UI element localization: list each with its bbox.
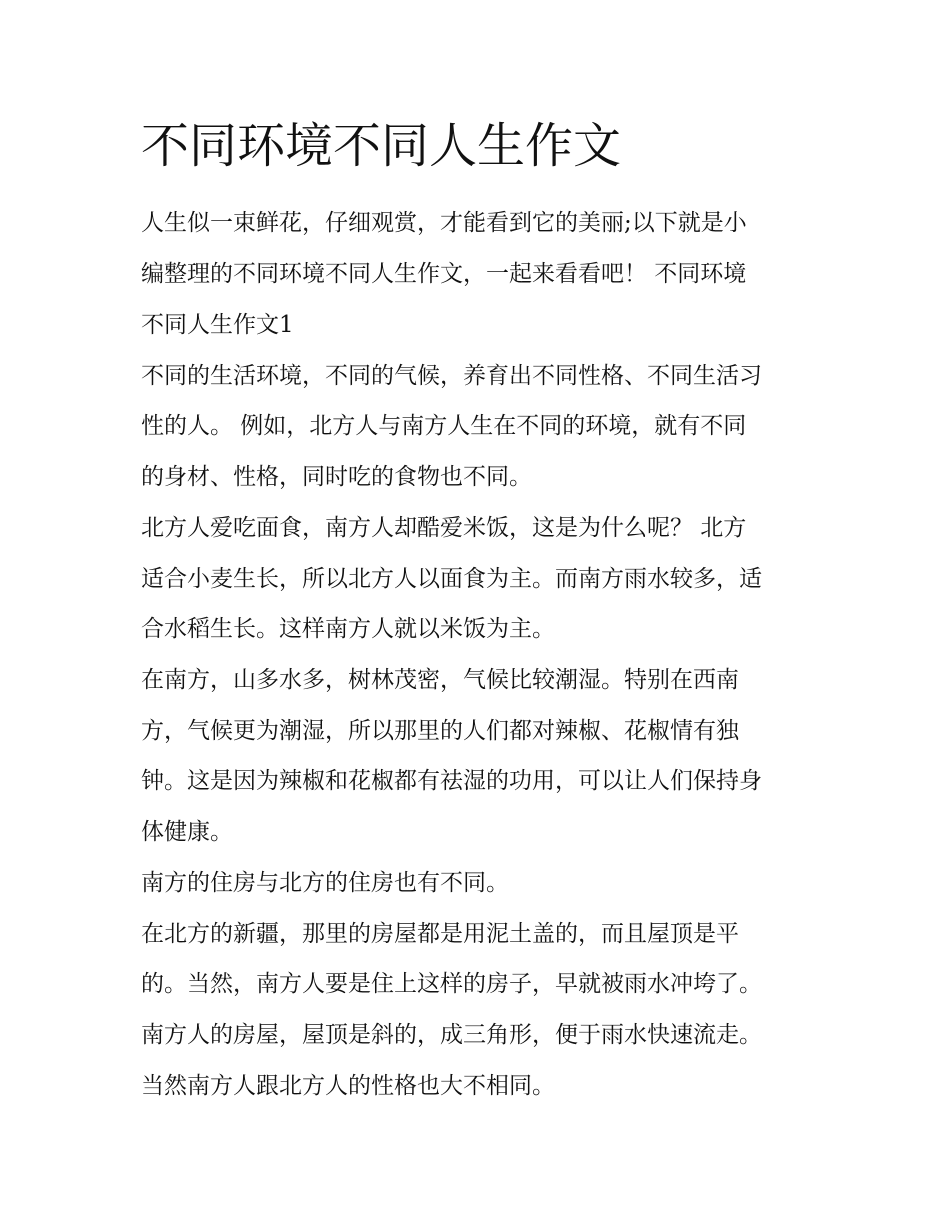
body-line: 合水稻生长。这样南方人就以米饭为主。 (141, 616, 555, 642)
body-line: 性的人。 例如，北方人与南方人生在不同的环境，就有不同 (141, 413, 747, 439)
body-line: 方，气候更为潮湿，所以那里的人们都对辣椒、花椒情有独 (141, 718, 739, 744)
body-line: 适合小麦生长，所以北方人以面食为主。而南方雨水较多，适 (141, 566, 762, 592)
body-line: 南方的住房与北方的住房也有不同。 (141, 870, 509, 896)
body-line: 的。当然，南方人要是住上这样的房子，早就被雨水冲垮了。 (141, 971, 762, 997)
body-line: 编整理的不同环境不同人生作文，一起来看看吧！ 不同环境 (141, 261, 747, 287)
body-line: 钟。这是因为辣椒和花椒都有祛湿的功用，可以让人们保持身 (141, 768, 762, 794)
body-line: 南方人的房屋，屋顶是斜的，成三角形，便于雨水快速流走。 (141, 1022, 762, 1048)
document-title: 不同环境不同人生作文 (141, 118, 622, 174)
body-line: 北方人爱吃面食，南方人却酷爱米饭，这是为什么呢？ 北方 (141, 515, 747, 541)
body-line: 体健康。 (141, 819, 233, 845)
body-line: 的身材、性格，同时吃的食物也不同。 (141, 464, 532, 490)
body-line: 在南方，山多水多，树林茂密，气候比较潮湿。特别在西南 (141, 667, 739, 693)
body-line: 不同的生活环境，不同的气候，养育出不同性格、不同生活习 (141, 363, 762, 389)
body-line: 当然南方人跟北方人的性格也大不相同。 (141, 1073, 555, 1099)
body-line: 在北方的新疆，那里的房屋都是用泥土盖的，而且屋顶是平 (141, 921, 739, 947)
body-line: 人生似一束鲜花，仔细观赏，才能看到它的美丽;以下就是小 (141, 210, 747, 236)
body-line: 不同人生作文1 (141, 312, 294, 338)
